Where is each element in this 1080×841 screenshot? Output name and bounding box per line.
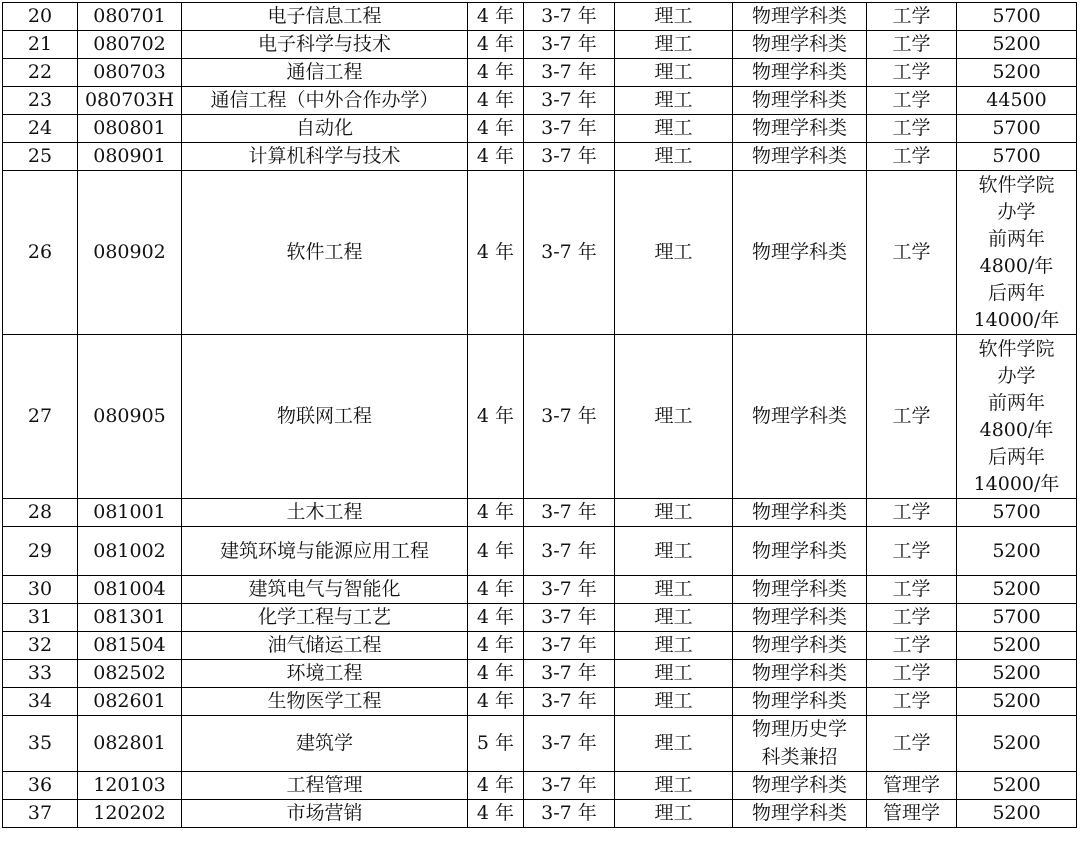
cell-duration: 4 年 [468, 527, 524, 576]
cell-degree: 工学 [867, 499, 957, 527]
cell-tuition: 44500 [957, 87, 1077, 115]
cell-duration: 4 年 [468, 335, 524, 499]
cell-number: 25 [3, 143, 78, 171]
cell-major-code: 120103 [78, 772, 182, 800]
cell-duration: 4 年 [468, 499, 524, 527]
cell-category: 理工 [615, 115, 733, 143]
cell-study-range: 3-7 年 [524, 527, 615, 576]
cell-category: 理工 [615, 604, 733, 632]
cell-subject-group: 物理学科类 [733, 499, 867, 527]
cell-major-code: 080703H [78, 87, 182, 115]
cell-number: 21 [3, 31, 78, 59]
cell-study-range: 3-7 年 [524, 59, 615, 87]
table-row [3, 527, 1077, 576]
cell-number: 34 [3, 688, 78, 716]
cell-category: 理工 [615, 688, 733, 716]
cell-tuition: 5200 [957, 527, 1077, 576]
cell-subject-group: 物理学科类 [733, 143, 867, 171]
cell-tuition: 5700 [957, 604, 1077, 632]
cell-degree: 工学 [867, 335, 957, 499]
cell-category: 理工 [615, 800, 733, 828]
cell-subject-group: 物理学科类 [733, 171, 867, 335]
cell-tuition: 5200 [957, 576, 1077, 604]
cell-number: 28 [3, 499, 78, 527]
cell-category: 理工 [615, 632, 733, 660]
cell-category: 理工 [615, 499, 733, 527]
cell-degree: 工学 [867, 660, 957, 688]
cell-duration: 4 年 [468, 772, 524, 800]
cell-major-code: 080901 [78, 143, 182, 171]
cell-category: 理工 [615, 143, 733, 171]
cell-degree: 工学 [867, 716, 957, 772]
cell-major-code: 081004 [78, 576, 182, 604]
cell-category: 理工 [615, 660, 733, 688]
cell-degree: 工学 [867, 527, 957, 576]
cell-major-name: 物联网工程 [182, 335, 468, 499]
cell-major-code: 120202 [78, 800, 182, 828]
cell-tuition: 5700 [957, 3, 1077, 31]
cell-major-code: 080703 [78, 59, 182, 87]
cell-major-code: 080902 [78, 171, 182, 335]
cell-subject-group: 物理学科类 [733, 632, 867, 660]
cell-major-name: 生物医学工程 [182, 688, 468, 716]
cell-subject-group: 物理学科类 [733, 688, 867, 716]
cell-tuition: 5200 [957, 688, 1077, 716]
cell-study-range: 3-7 年 [524, 3, 615, 31]
cell-major-name: 软件工程 [182, 171, 468, 335]
cell-study-range: 3-7 年 [524, 772, 615, 800]
cell-major-name: 通信工程 [182, 59, 468, 87]
table-row [3, 115, 1077, 143]
cell-major-code: 082601 [78, 688, 182, 716]
table-row [3, 716, 1077, 772]
cell-duration: 4 年 [468, 87, 524, 115]
cell-degree: 工学 [867, 576, 957, 604]
cell-study-range: 3-7 年 [524, 716, 615, 772]
cell-study-range: 3-7 年 [524, 499, 615, 527]
cell-study-range: 3-7 年 [524, 115, 615, 143]
cell-tuition: 5200 [957, 716, 1077, 772]
cell-major-name: 建筑学 [182, 716, 468, 772]
cell-number: 36 [3, 772, 78, 800]
cell-major-name: 工程管理 [182, 772, 468, 800]
cell-degree: 工学 [867, 87, 957, 115]
cell-tuition: 5700 [957, 143, 1077, 171]
cell-number: 22 [3, 59, 78, 87]
cell-major-code: 081504 [78, 632, 182, 660]
table-row [3, 632, 1077, 660]
cell-category: 理工 [615, 3, 733, 31]
cell-subject-group: 物理学科类 [733, 772, 867, 800]
cell-degree: 工学 [867, 604, 957, 632]
cell-major-name: 市场营销 [182, 800, 468, 828]
table-row [3, 688, 1077, 716]
cell-degree: 管理学 [867, 772, 957, 800]
cell-subject-group: 物理学科类 [733, 115, 867, 143]
cell-category: 理工 [615, 716, 733, 772]
table-row [3, 604, 1077, 632]
table-row [3, 87, 1077, 115]
cell-major-code: 080701 [78, 3, 182, 31]
cell-tuition: 软件学院 办学 前两年 4800/年 后两年 14000/年 [957, 171, 1077, 335]
cell-subject-group: 物理历史学科类兼招 [733, 716, 867, 772]
cell-subject-group: 物理学科类 [733, 335, 867, 499]
cell-duration: 4 年 [468, 171, 524, 335]
cell-duration: 4 年 [468, 115, 524, 143]
cell-number: 26 [3, 171, 78, 335]
cell-degree: 工学 [867, 3, 957, 31]
cell-subject-group: 物理学科类 [733, 59, 867, 87]
cell-study-range: 3-7 年 [524, 660, 615, 688]
cell-duration: 4 年 [468, 3, 524, 31]
cell-number: 29 [3, 527, 78, 576]
cell-subject-group: 物理学科类 [733, 576, 867, 604]
cell-duration: 4 年 [468, 31, 524, 59]
cell-category: 理工 [615, 59, 733, 87]
cell-duration: 4 年 [468, 576, 524, 604]
cell-number: 20 [3, 3, 78, 31]
cell-major-code: 081002 [78, 527, 182, 576]
cell-tuition: 5200 [957, 660, 1077, 688]
cell-degree: 工学 [867, 632, 957, 660]
cell-duration: 5 年 [468, 716, 524, 772]
cell-study-range: 3-7 年 [524, 632, 615, 660]
table-row [3, 800, 1077, 828]
cell-major-code: 081301 [78, 604, 182, 632]
table-row [3, 171, 1077, 335]
cell-number: 27 [3, 335, 78, 499]
cell-study-range: 3-7 年 [524, 576, 615, 604]
cell-number: 32 [3, 632, 78, 660]
cell-category: 理工 [615, 576, 733, 604]
cell-tuition: 5200 [957, 632, 1077, 660]
cell-category: 理工 [615, 335, 733, 499]
table-row [3, 499, 1077, 527]
cell-major-name: 建筑环境与能源应用工程 [182, 527, 468, 576]
cell-category: 理工 [615, 31, 733, 59]
cell-degree: 工学 [867, 688, 957, 716]
cell-subject-group: 物理学科类 [733, 3, 867, 31]
cell-tuition: 5200 [957, 772, 1077, 800]
cell-major-code: 082801 [78, 716, 182, 772]
cell-subject-group: 物理学科类 [733, 604, 867, 632]
cell-major-name: 电子信息工程 [182, 3, 468, 31]
cell-number: 35 [3, 716, 78, 772]
cell-major-name: 计算机科学与技术 [182, 143, 468, 171]
cell-number: 33 [3, 660, 78, 688]
cell-duration: 4 年 [468, 632, 524, 660]
cell-major-code: 080702 [78, 31, 182, 59]
cell-degree: 工学 [867, 143, 957, 171]
cell-degree: 工学 [867, 171, 957, 335]
table-row [3, 576, 1077, 604]
cell-category: 理工 [615, 87, 733, 115]
cell-major-name: 建筑电气与智能化 [182, 576, 468, 604]
cell-tuition: 5200 [957, 800, 1077, 828]
cell-major-name: 油气储运工程 [182, 632, 468, 660]
cell-subject-group: 物理学科类 [733, 31, 867, 59]
cell-category: 理工 [615, 772, 733, 800]
majors-table [2, 2, 1077, 828]
cell-major-code: 080905 [78, 335, 182, 499]
table-row [3, 59, 1077, 87]
cell-degree: 管理学 [867, 800, 957, 828]
cell-category: 理工 [615, 527, 733, 576]
cell-major-code: 082502 [78, 660, 182, 688]
cell-major-name: 自动化 [182, 115, 468, 143]
cell-duration: 4 年 [468, 604, 524, 632]
cell-tuition: 5700 [957, 499, 1077, 527]
table-row [3, 31, 1077, 59]
cell-study-range: 3-7 年 [524, 604, 615, 632]
cell-category: 理工 [615, 171, 733, 335]
cell-duration: 4 年 [468, 143, 524, 171]
cell-major-name: 化学工程与工艺 [182, 604, 468, 632]
cell-duration: 4 年 [468, 59, 524, 87]
cell-duration: 4 年 [468, 660, 524, 688]
cell-number: 24 [3, 115, 78, 143]
cell-major-name: 环境工程 [182, 660, 468, 688]
cell-subject-group: 物理学科类 [733, 87, 867, 115]
cell-degree: 工学 [867, 31, 957, 59]
cell-degree: 工学 [867, 59, 957, 87]
table-row [3, 660, 1077, 688]
cell-number: 30 [3, 576, 78, 604]
cell-major-code: 080801 [78, 115, 182, 143]
cell-subject-group: 物理学科类 [733, 660, 867, 688]
cell-study-range: 3-7 年 [524, 800, 615, 828]
cell-study-range: 3-7 年 [524, 87, 615, 115]
cell-tuition: 软件学院 办学 前两年 4800/年 后两年 14000/年 [957, 335, 1077, 499]
cell-major-name: 土木工程 [182, 499, 468, 527]
cell-study-range: 3-7 年 [524, 31, 615, 59]
cell-duration: 4 年 [468, 800, 524, 828]
cell-major-name: 通信工程（中外合作办学） [182, 87, 468, 115]
table-body [3, 3, 1077, 828]
cell-study-range: 3-7 年 [524, 688, 615, 716]
cell-tuition: 5200 [957, 59, 1077, 87]
cell-study-range: 3-7 年 [524, 335, 615, 499]
cell-study-range: 3-7 年 [524, 171, 615, 335]
cell-study-range: 3-7 年 [524, 143, 615, 171]
cell-major-name: 电子科学与技术 [182, 31, 468, 59]
cell-subject-group: 物理学科类 [733, 800, 867, 828]
cell-major-code: 081001 [78, 499, 182, 527]
table-row [3, 3, 1077, 31]
cell-number: 37 [3, 800, 78, 828]
cell-number: 23 [3, 87, 78, 115]
cell-degree: 工学 [867, 115, 957, 143]
table-row [3, 335, 1077, 499]
table-row [3, 143, 1077, 171]
cell-tuition: 5700 [957, 115, 1077, 143]
cell-tuition: 5200 [957, 31, 1077, 59]
cell-duration: 4 年 [468, 688, 524, 716]
cell-subject-group: 物理学科类 [733, 527, 867, 576]
table-row [3, 772, 1077, 800]
cell-number: 31 [3, 604, 78, 632]
